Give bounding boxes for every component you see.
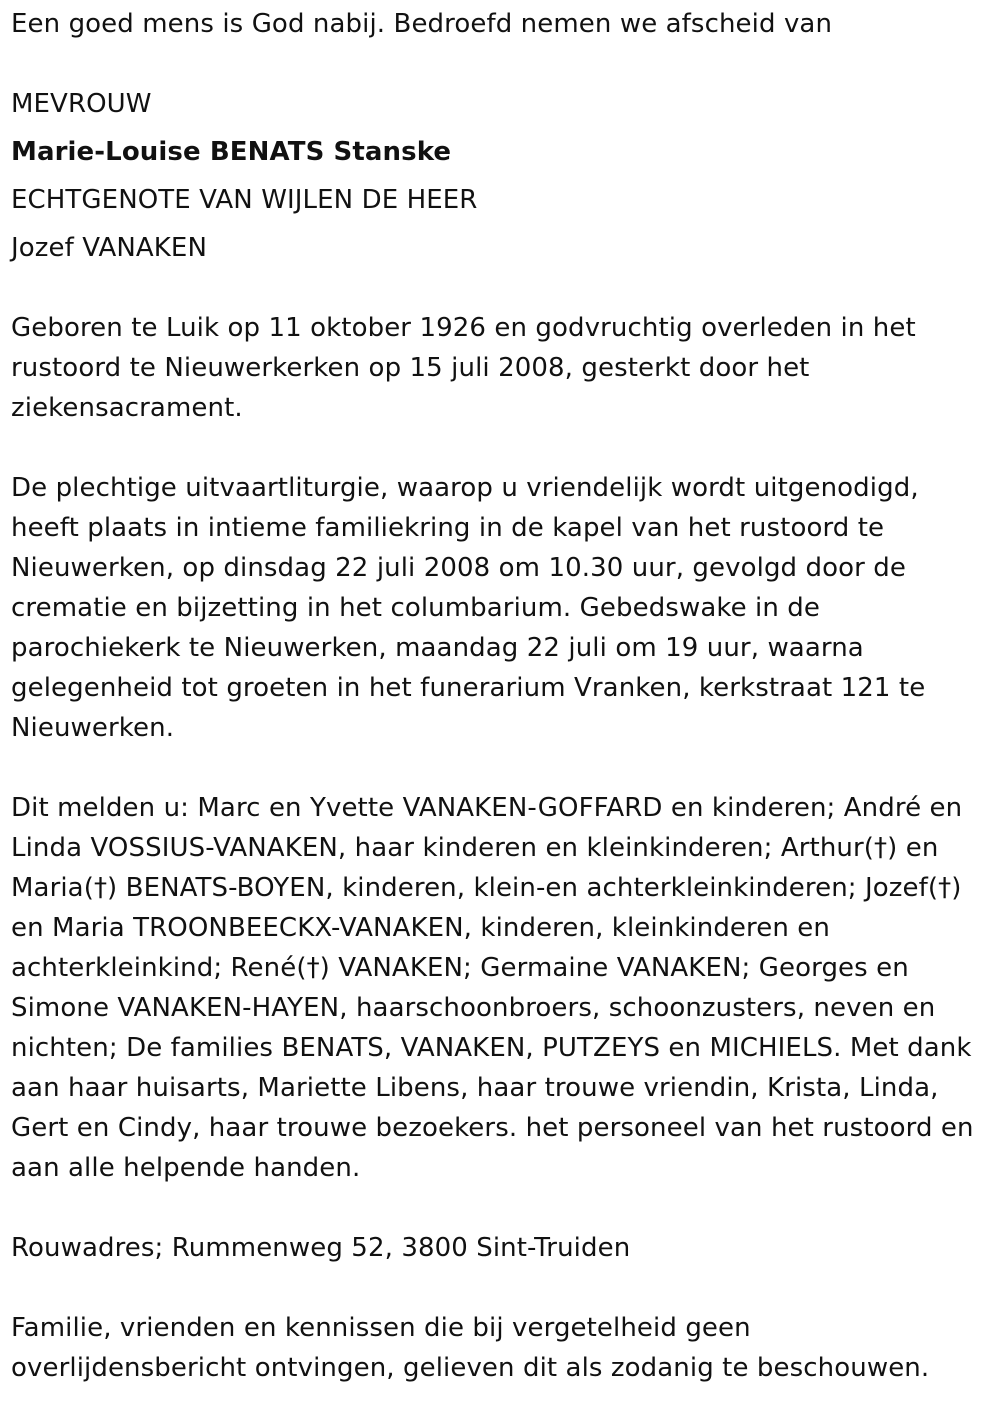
paragraph-line: gelegenheid tot groeten in het funerarium Vranken, kerkstraat 121 te xyxy=(11,673,926,703)
paragraph-line: aan haar huisarts, Mariette Libens, haar trouwe vriendin, Krista, Linda, xyxy=(11,1073,939,1103)
paragraph-line: parochiekerk te Nieuwerken, maandag 22 juli om 19 uur, waarna xyxy=(11,633,864,663)
paragraph-line: ziekensacrament. xyxy=(11,393,243,423)
closing-paragraph xyxy=(11,1308,993,1388)
paragraph-line: De plechtige uitvaartliturgie, waarop u vriendelijk wordt uitgenodigd, xyxy=(11,473,919,503)
spacer xyxy=(11,748,993,788)
spacer xyxy=(11,124,993,132)
paragraph-line: Maria(†) BENATS-BOYEN, kinderen, klein-en achterkleinkinderen; Jozef(†) xyxy=(11,873,962,903)
paragraph-line: Nieuwerken, op dinsdag 22 juli 2008 om 10.30 uur, gevolgd door de xyxy=(11,553,906,583)
paragraph-line: Nieuwerken. xyxy=(11,713,175,743)
paragraph-line: aan alle helpende handen. xyxy=(11,1153,361,1183)
paragraph-line: achterkleinkind; René(†) VANAKEN; Germaine VANAKEN; Georges en xyxy=(11,953,909,983)
funeral-paragraph xyxy=(11,468,993,748)
paragraph-line: Dit melden u: Marc en Yvette VANAKEN-GOFFARD en kinderen; André en xyxy=(11,793,963,823)
spacer xyxy=(11,44,993,84)
spacer xyxy=(11,268,993,308)
paragraph-line: heeft plaats in intieme familiekring in de kapel van het rustoord te xyxy=(11,513,885,543)
paragraph-line: rustoord te Nieuwerkerken op 15 juli 2008, gesterkt door het xyxy=(11,353,810,383)
spacer xyxy=(11,172,993,180)
spouse-name: Jozef VANAKEN xyxy=(11,233,208,263)
announcement-paragraph xyxy=(11,788,993,1188)
paragraph-line: crematie en bijzetting in het columbarium. Gebedswake in de xyxy=(11,593,821,623)
deceased-name: Marie-Louise BENATS Stanske xyxy=(11,137,452,167)
paragraph-line: Geboren te Luik op 11 oktober 1926 en godvruchtig overleden in het xyxy=(11,313,916,343)
spouse-label: ECHTGENOTE VAN WIJLEN DE HEER xyxy=(11,185,478,215)
spacer xyxy=(11,220,993,228)
paragraph-line: en Maria TROONBEECKX-VANAKEN, kinderen, kleinkinderen en xyxy=(11,913,830,943)
spacer xyxy=(11,1268,993,1308)
mourning-address: Rouwadres; Rummenweg 52, 3800 Sint-Truiden xyxy=(11,1233,631,1263)
spacer xyxy=(11,1188,993,1228)
intro-line: Een goed mens is God nabij. Bedroefd nemen we afscheid van xyxy=(11,9,833,39)
paragraph-line: nichten; De families BENATS, VANAKEN, PUTZEYS en MICHIELS. Met dank xyxy=(11,1033,972,1063)
paragraph-line: Familie, vrienden en kennissen die bij vergetelheid geen xyxy=(11,1313,751,1343)
title-line: MEVROUW xyxy=(11,89,152,119)
paragraph-line: Simone VANAKEN-HAYEN, haarschoonbroers, schoonzusters, neven en xyxy=(11,993,936,1023)
paragraph-line: Gert en Cindy, haar trouwe bezoekers. het personeel van het rustoord en xyxy=(11,1113,974,1143)
spacer xyxy=(11,428,993,468)
birth-death-paragraph xyxy=(11,308,993,428)
paragraph-line: Linda VOSSIUS-VANAKEN, haar kinderen en kleinkinderen; Arthur(†) en xyxy=(11,833,939,863)
paragraph-line: overlijdensbericht ontvingen, gelieven dit als zodanig te beschouwen. xyxy=(11,1353,930,1383)
obituary-document xyxy=(11,4,993,1388)
